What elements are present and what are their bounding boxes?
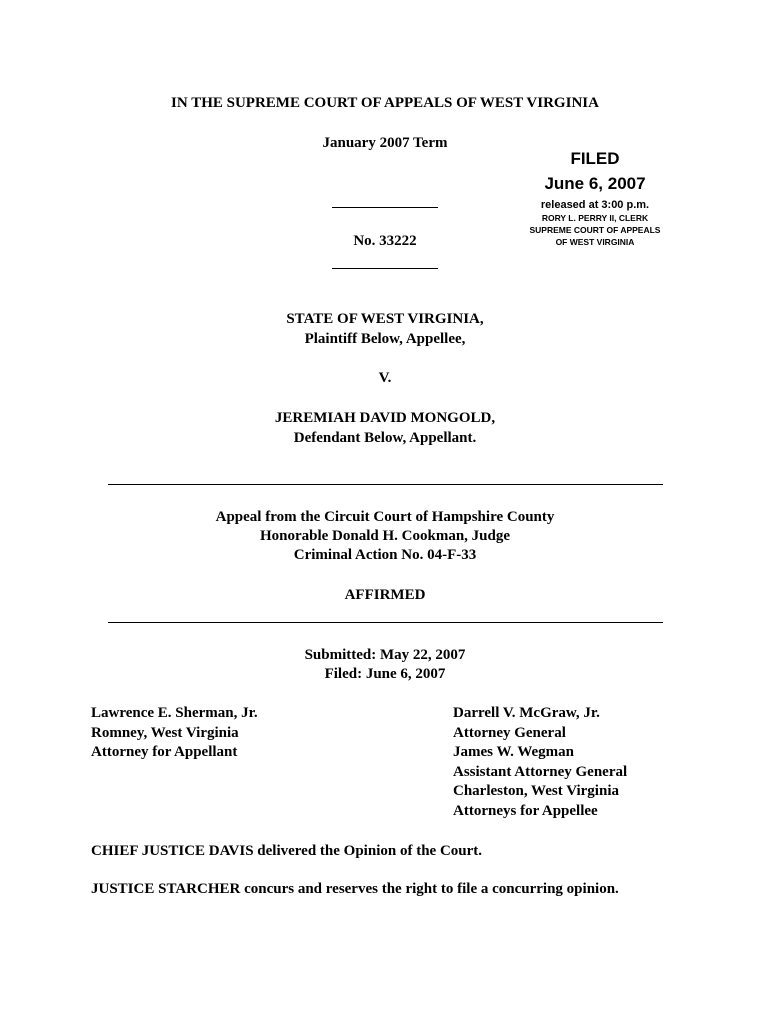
criminal-action-number: Criminal Action No. 04-F-33 — [293, 547, 477, 563]
plaintiff-name: STATE OF WEST VIRGINIA, — [286, 311, 484, 327]
counsel-line: Attorney General — [453, 724, 566, 741]
counsel-line: James W. Wegman — [453, 744, 574, 761]
court-name-line2: OF WEST VIRGINIA — [555, 237, 635, 247]
counsel-line: Attorney for Appellant — [91, 744, 238, 761]
court-name-line1: SUPREME COURT OF APPEALS — [529, 225, 661, 235]
court-heading: IN THE SUPREME COURT OF APPEALS OF WEST VIRGINIA — [171, 95, 599, 111]
divider — [108, 484, 663, 485]
disposition: AFFIRMED — [344, 587, 426, 603]
counsel-line: Charleston, West Virginia — [453, 783, 619, 800]
appeal-judge: Honorable Donald H. Cookman, Judge — [259, 528, 511, 544]
counsel-line: Romney, West Virginia — [91, 724, 239, 741]
divider — [332, 268, 438, 269]
counsel-line: Assistant Attorney General — [453, 763, 628, 780]
counsel-line: Attorneys for Appellee — [453, 802, 598, 819]
submitted-date: Submitted: May 22, 2007 — [304, 647, 466, 663]
counsel-line: Darrell V. McGraw, Jr. — [453, 705, 600, 721]
appellee-counsel — [453, 704, 627, 822]
defendant-name: JEREMIAH DAVID MONGOLD, — [274, 410, 496, 426]
divider — [332, 207, 438, 208]
released-time: released at 3:00 p.m. — [540, 199, 650, 211]
appeal-court: Appeal from the Circuit Court of Hampshire County — [215, 509, 555, 525]
clerk-name: RORY L. PERRY II, CLERK — [541, 213, 649, 223]
filed-date-line: Filed: June 6, 2007 — [324, 666, 446, 682]
case-number: No. 33222 — [353, 233, 417, 249]
versus: V. — [378, 370, 392, 386]
counsel-line: Lawrence E. Sherman, Jr. — [91, 705, 258, 721]
filed-label: FILED — [570, 149, 620, 168]
defendant-role: Defendant Below, Appellant. — [293, 430, 477, 446]
filed-date: June 6, 2007 — [544, 174, 646, 193]
concurrence-note: JUSTICE STARCHER concurs and reserves the right to file a concurring opinion. — [91, 881, 619, 897]
plaintiff-role: Plaintiff Below, Appellee, — [304, 331, 466, 347]
appellant-counsel — [91, 704, 258, 763]
opinion-delivered: CHIEF JUSTICE DAVIS delivered the Opinion of the Court. — [91, 843, 483, 859]
divider — [108, 622, 663, 623]
term: January 2007 Term — [322, 135, 448, 151]
